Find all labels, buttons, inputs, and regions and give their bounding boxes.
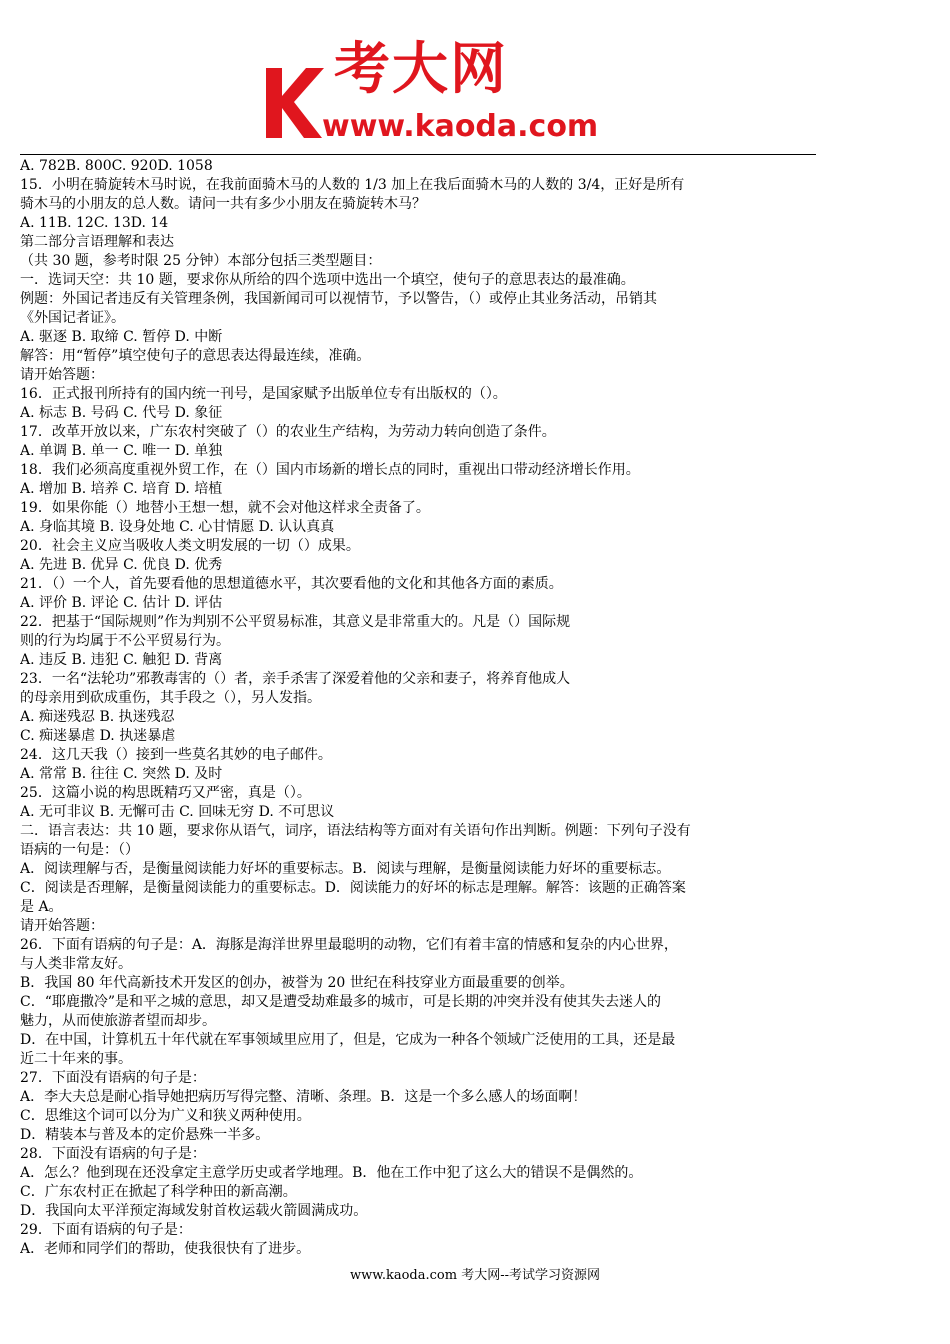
logo-url: www.kaoda.com — [322, 109, 599, 144]
header-divider — [20, 154, 816, 155]
text-line: 29．下面有语病的句子是： — [20, 1222, 192, 1238]
text-line: B．我国 80 年代高新技术开发区的创办，被誉为 20 世纪在科技穿业方面最重要的创举。 — [20, 975, 574, 991]
text-line: 与人类非常友好。 — [20, 956, 132, 972]
text-line: 24．这几天我（）接到一些莫名其妙的电子邮件。 — [20, 747, 332, 763]
text-line: D．在中国，计算机五十年代就在军事领域里应用了，但是，它成为一种各个领域广泛使用的工具，还是最 — [20, 1032, 676, 1048]
text-line: 21．（）一个人，首先要看他的思想道德水平，其次要看他的文化和其他各方面的素质。 — [20, 576, 563, 592]
text-line: A. 11B. 12C. 13D. 14 — [20, 215, 169, 231]
text-line: A. 增加 B. 培养 C. 培育 D. 培植 — [20, 481, 223, 497]
text-line: A．老师和同学们的帮助，使我很快有了进步。 — [20, 1241, 311, 1257]
logo-chinese-name: 考大网 — [334, 37, 508, 102]
text-line: 魅力，从而使旅游者望而却步。 — [20, 1013, 216, 1029]
text-line: 请开始答题： — [20, 918, 104, 934]
text-line: 23．一名“法轮功”邪教毒害的（）者，亲手杀害了深爱着他的父亲和妻子，将养育他成人 — [20, 671, 571, 687]
text-line: 16．正式报刊所持有的国内统一刊号，是国家赋予出版单位专有出版权的（）。 — [20, 386, 507, 402]
text-line: 例题：外国记者违反有关管理条例，我国新闻司可以视情节，予以警告，（）或停止其业务活动，吊销其 — [20, 291, 657, 307]
text-line: 22．把基于“国际规则”作为判别不公平贸易标准，其意义是非常重大的。凡是（）国际规 — [20, 614, 571, 630]
text-line: D．精装本与普及本的定价悬殊一半多。 — [20, 1127, 270, 1143]
text-line: 一．选词天空：共 10 题，要求你从所给的四个选项中选出一个填空，使句子的意思表达的最准确。 — [20, 272, 635, 288]
text-line: A. 评价 B. 评论 C. 估计 D. 评估 — [20, 595, 223, 611]
text-line: 解答：用“暂停”填空使句子的意思表达得最连续，准确。 — [20, 348, 371, 364]
text-line: 18．我们必须高度重视外贸工作，在（）国内市场新的增长点的同时，重视出口带动经济增长作用。 — [20, 462, 640, 478]
text-line: 二．语言表达：共 10 题，要求你从语气，词序，语法结构等方面对有关语句作出判断。例题：下列句子没有 — [20, 823, 691, 839]
text-line: 28．下面没有语病的句子是： — [20, 1146, 206, 1162]
text-line: 26．下面有语病的句子是：A．海豚是海洋世界里最聪明的动物，它们有着丰富的情感和复杂的内心世界， — [20, 937, 678, 953]
text-line: （共 30 题，参考时限 25 分钟）本部分包括三类型题目： — [20, 253, 382, 269]
text-line: C．广东农村正在掀起了科学种田的新高潮。 — [20, 1184, 297, 1200]
page-footer: www.kaoda.com 考大网--考试学习资源网 — [350, 1268, 600, 1283]
text-line: 语病的一句是：（） — [20, 842, 139, 858]
text-line: A. 身临其境 B. 设身处地 C. 心甘情愿 D. 认认真真 — [20, 519, 335, 535]
k-logo-icon — [262, 62, 326, 140]
text-line: C．“耶鹿撒冷”是和平之城的意思，却又是遭受劫难最多的城市，可是长期的冲突并没有使其失去迷人的 — [20, 994, 662, 1010]
text-line: 15．小明在骑旋转木马时说，在我前面骑木马的人数的 1/3 加上在我后面骑木马的人数的 3/4，正好是所有 — [20, 177, 685, 193]
text-line: 第二部分言语理解和表达 — [20, 234, 174, 250]
text-line: C．阅读是否理解，是衡量阅读能力的重要标志。D．阅读能力的好坏的标志是理解。解答：该题的正确答案 — [20, 880, 686, 896]
text-line: 27．下面没有语病的句子是： — [20, 1070, 206, 1086]
text-line: 25．这篇小说的构思既精巧又严密，真是（）。 — [20, 785, 311, 801]
text-line: A．怎么？他到现在还没拿定主意学历史或者学地理。B．他在工作中犯了这么大的错误不是偶然的。 — [20, 1165, 643, 1181]
text-line: A. 782B. 800C. 920D. 1058 — [20, 158, 213, 174]
text-line: A. 常常 B. 往往 C. 突然 D. 及时 — [20, 766, 223, 782]
text-line: A. 无可非议 B. 无懈可击 C. 回味无穷 D. 不可思议 — [20, 804, 335, 820]
text-line: A. 标志 B. 号码 C. 代号 D. 象征 — [20, 405, 223, 421]
text-line: 19．如果你能（）地替小王想一想，就不会对他这样求全责备了。 — [20, 500, 430, 516]
text-line: 请开始答题： — [20, 367, 104, 383]
text-line: 近二十年来的事。 — [20, 1051, 132, 1067]
text-line: 是 A。 — [20, 899, 63, 915]
text-line: 则的行为均属于不公平贸易行为。 — [20, 633, 230, 649]
text-line: C. 痴迷暴虐 D. 执迷暴虐 — [20, 728, 176, 744]
text-line: A. 违反 B. 违犯 C. 触犯 D. 背离 — [20, 652, 223, 668]
text-line: 骑木马的小朋友的总人数。请问一共有多少小朋友在骑旋转木马？ — [20, 196, 426, 212]
text-line: C．思维这个词可以分为广义和狭义两种使用。 — [20, 1108, 311, 1124]
text-line: A. 驱逐 B. 取缔 C. 暂停 D. 中断 — [20, 329, 223, 345]
text-line: A．李大夫总是耐心指导她把病历写得完整、清晰、条理。B．这是一个多么感人的场面啊！ — [20, 1089, 587, 1105]
text-line: 20．社会主义应当吸收人类文明发展的一切（）成果。 — [20, 538, 360, 554]
text-line: 《外国记者证》。 — [20, 310, 125, 326]
text-line: A．阅读理解与否，是衡量阅读能力好坏的重要标志。B．阅读与理解，是衡量阅读能力好坏的重要标志。 — [20, 861, 671, 877]
text-line: D．我国向太平洋预定海域发射首枚运载火箭圆满成功。 — [20, 1203, 368, 1219]
text-line: A. 先进 B. 优异 C. 优良 D. 优秀 — [20, 557, 223, 573]
document-body — [20, 157, 820, 1259]
text-line: 17．改革开放以来，广东农村突破了（）的农业生产结构，为劳动力转向创造了条件。 — [20, 424, 556, 440]
site-logo — [262, 37, 599, 150]
text-line: A. 单调 B. 单一 C. 唯一 D. 单独 — [20, 443, 223, 459]
text-line: A. 痴迷残忍 B. 执迷残忍 — [20, 709, 175, 725]
text-line: 的母亲用到砍成重伤，其手段之（），另人发指。 — [20, 690, 321, 706]
